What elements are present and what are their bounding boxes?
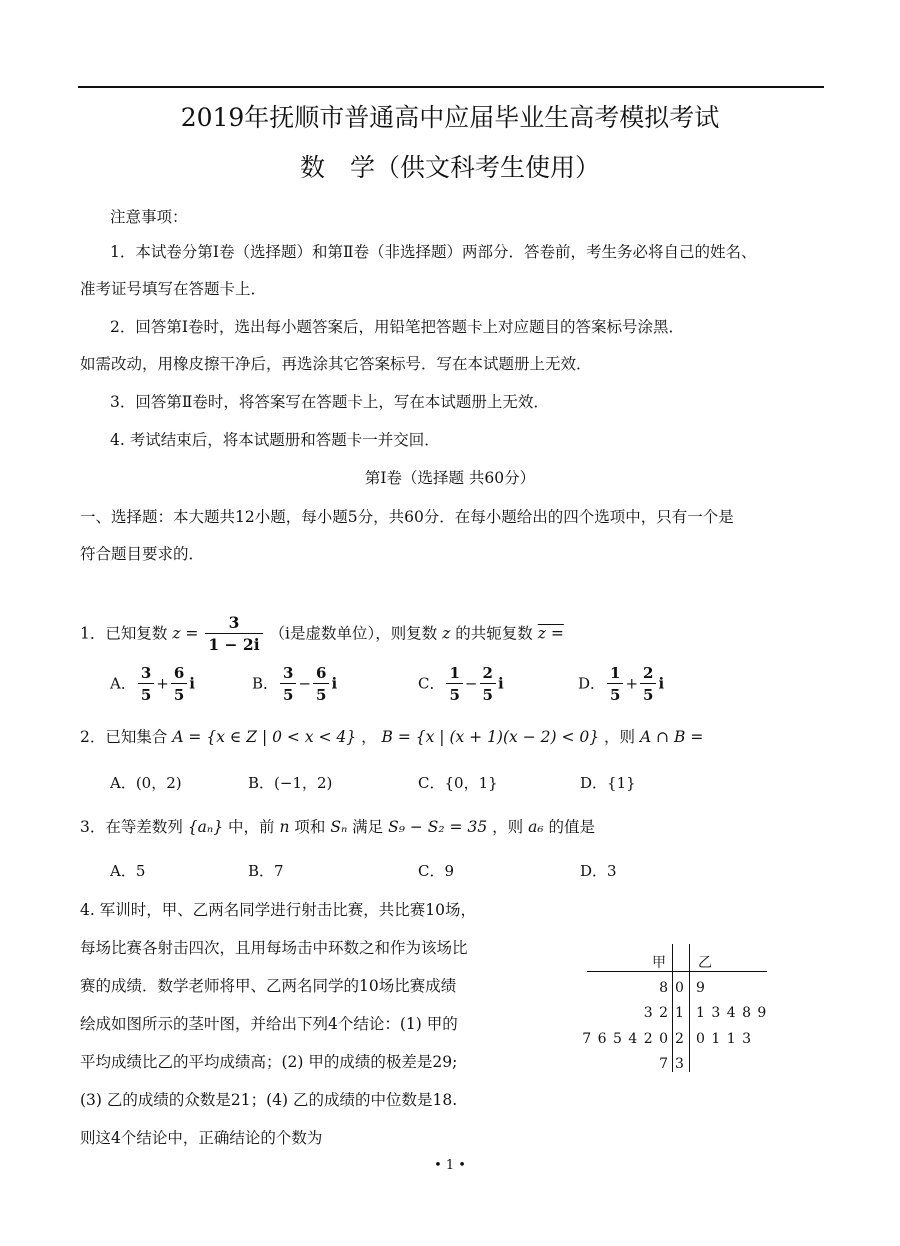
q1-option-op: − [298, 674, 312, 693]
q4-line-1: 4. 军训时，甲、乙两名同学进行射击比赛，共比赛10场， [80, 901, 476, 919]
q1-option-num-2: 2 [480, 663, 496, 684]
q1-option-frac-1 [138, 663, 154, 706]
q1-var2: z [442, 624, 451, 643]
q3-eq: S₉ − S₂ = 35 [388, 818, 488, 836]
q3-prefix: 3．在等差数列 [80, 818, 183, 836]
q1-option-op: + [156, 674, 169, 693]
stem-leaf-right-leaves: 9 [696, 980, 706, 996]
stem-leaf-head-left: 甲 [652, 955, 667, 971]
q1-option-op: + [625, 674, 639, 693]
q3-mid4: ，则 [492, 818, 524, 836]
q1-option-den-2: 5 [173, 686, 185, 704]
question-3 [80, 815, 595, 837]
notice-heading: 注意事项： [110, 208, 188, 226]
notice-item-1a: 1．本试卷分第Ⅰ卷（选择题）和第Ⅱ卷（非选择题）两部分．答卷前，考生务必将自己的姓名、 [110, 243, 757, 261]
q1-option-frac-2 [480, 663, 496, 706]
q1-option-den-1: 5 [283, 686, 294, 704]
q1-option-frac-2 [171, 663, 187, 706]
q1-option-num-1: 1 [446, 663, 462, 684]
stem-leaf-stem: 1 [675, 1005, 685, 1021]
q1-frac-den: 1 − 2i [208, 635, 260, 654]
notice-item-4: 4. 考试结束后，将本试题册和答题卡一并交回． [110, 431, 440, 449]
q1-option-b [252, 663, 337, 706]
q3-mid1: 中，前 [228, 818, 275, 836]
q1-option-den-2: 5 [482, 686, 493, 704]
stem-leaf-hline [587, 971, 767, 972]
q3-mid2: 项和 [294, 818, 326, 836]
q2-option-d: D．{1} [580, 774, 636, 792]
q1-option-num-2: 2 [640, 663, 656, 684]
q1-option-num-1: 3 [138, 663, 154, 684]
q1-option-frac-1 [446, 663, 462, 706]
q1-option-frac-2 [640, 663, 656, 706]
exam-subtitle: 数 学（供文科考生使用） [299, 153, 600, 182]
q1-option-den-2: 5 [316, 686, 327, 704]
q2-expr: A ∩ B = [639, 728, 704, 746]
q1-option-num-2: 6 [313, 663, 329, 684]
q1-prefix: 1．已知复数 [80, 624, 168, 643]
q1-option-label: C． [418, 674, 445, 693]
q1-option-i: i [189, 674, 195, 693]
q1-option-frac-1 [280, 663, 296, 706]
q2-option-b: B．(−1，2) [248, 774, 333, 792]
question-1 [80, 613, 564, 656]
q1-option-den-2: 5 [643, 686, 654, 704]
q2-option-a: A．(0，2) [110, 774, 182, 792]
stem-leaf-right-leaves: 1 3 4 8 9 [696, 1005, 768, 1021]
stem-leaf-stem: 3 [675, 1056, 685, 1072]
q1-option-label: D． [578, 674, 606, 693]
stem-leaf-left-leaves: 3 2 [643, 1005, 669, 1021]
q1-option-a [110, 663, 195, 706]
q2-option-c: C．{0，1} [418, 774, 498, 792]
stem-leaf-vline-right [689, 944, 690, 1072]
notice-item-3: 3．回答第Ⅱ卷时，将答案写在答题卡上，写在本试题册上无效． [110, 393, 549, 411]
part1-intro-b: 符合题目要求的． [80, 545, 205, 563]
stem-leaf-left-leaves: 7 [659, 1056, 669, 1072]
stem-leaf-vline-left [672, 944, 673, 1072]
q4-line-7: 则这4个结论中，正确结论的个数为 [80, 1129, 323, 1147]
q1-option-c [418, 663, 504, 706]
q1-option-i: i [497, 674, 504, 693]
q3-seq: {aₙ} [187, 818, 224, 836]
stem-leaf-head-right: 乙 [698, 955, 713, 971]
q1-suffix: 的共轭复数 [455, 624, 533, 643]
q1-option-den-1: 5 [449, 686, 460, 704]
q4-line-6: (3) 乙的成绩的众数是21；(4) 乙的成绩的中位数是18. [80, 1091, 458, 1109]
q2-set-a: A = {x ∈ Z | 0 < x < 4} [172, 728, 357, 746]
q1-option-d [578, 663, 664, 706]
q1-option-frac-2 [313, 663, 329, 706]
q4-line-4: 绘成如图所示的茎叶图，并给出下列4个结论：(1) 甲的 [80, 1015, 458, 1033]
q1-frac-num: 3 [205, 613, 262, 634]
question-2 [80, 725, 703, 747]
q2-set-b: B = {x | (x + 1)(x − 2) < 0} [381, 728, 600, 746]
q1-var: z = [172, 624, 199, 643]
stem-leaf-stem: 2 [675, 1031, 685, 1047]
q1-option-frac-1 [607, 663, 623, 706]
page-number: • 1 • [434, 1158, 466, 1173]
stem-leaf-stem: 0 [675, 980, 685, 996]
q3-mid3: 满足 [352, 818, 384, 836]
exam-title: 2019年抚顺市普通高中应届毕业生高考模拟考试 [180, 103, 720, 132]
stem-leaf-left-leaves: 8 [659, 980, 669, 996]
q3-suffix: 的值是 [548, 818, 596, 836]
q1-conj: z = [537, 624, 564, 643]
stem-leaf-right-leaves: 0 1 1 3 [696, 1031, 752, 1047]
part1-heading: 第Ⅰ卷（选择题 共60分） [364, 469, 536, 487]
q1-option-num-2: 6 [171, 663, 187, 684]
q3-option-a: A．5 [110, 862, 146, 880]
q1-fraction [205, 613, 262, 656]
q4-line-2: 每场比赛各射击四次，且用每场击中环数之和作为该场比 [80, 939, 468, 957]
q4-line-5: 平均成绩比乙的平均成绩高；(2) 甲的成绩的极差是29; [80, 1053, 458, 1071]
q1-option-den-1: 5 [140, 686, 152, 704]
q1-option-label: A． [110, 674, 136, 693]
q3-sn: Sₙ [330, 818, 348, 836]
q2-prefix: 2．已知集合 [80, 728, 168, 746]
q1-option-i: i [331, 674, 338, 693]
q1-mid: （i是虚数单位），则复数 [269, 624, 438, 643]
q1-option-label: B． [252, 674, 279, 693]
q2-suffix: ，则 [604, 728, 636, 746]
q1-option-num-1: 3 [280, 663, 296, 684]
q3-a6: a₆ [528, 818, 544, 836]
q2-sep: ， [361, 728, 377, 746]
part1-intro-a: 一、选择题：本大题共12小题，每小题5分，共60分．在每小题给出的四个选项中，只有一个是 [80, 508, 734, 526]
q1-option-den-1: 5 [610, 686, 621, 704]
q3-n: n [279, 818, 290, 836]
notice-item-1b: 准考证号填写在答题卡上． [80, 280, 267, 298]
q3-option-d: D．3 [580, 862, 617, 880]
q4-line-3: 赛的成绩．数学老师将甲、乙两名同学的10场比赛成绩 [80, 977, 457, 995]
q1-option-op: − [464, 674, 478, 693]
q3-option-c: C．9 [418, 862, 455, 880]
q1-option-num-1: 1 [607, 663, 623, 684]
notice-item-2a: 2．回答第Ⅰ卷时，选出每小题答案后，用铅笔把答题卡上对应题目的答案标号涂黑． [110, 318, 684, 336]
stem-leaf-left-leaves: 7 6 5 4 2 0 [582, 1031, 669, 1047]
top-rule [78, 86, 824, 88]
q1-option-i: i [658, 674, 665, 693]
q3-option-b: B．7 [248, 862, 284, 880]
notice-item-2b: 如需改动，用橡皮擦干净后，再选涂其它答案标号．写在本试题册上无效． [80, 355, 592, 373]
